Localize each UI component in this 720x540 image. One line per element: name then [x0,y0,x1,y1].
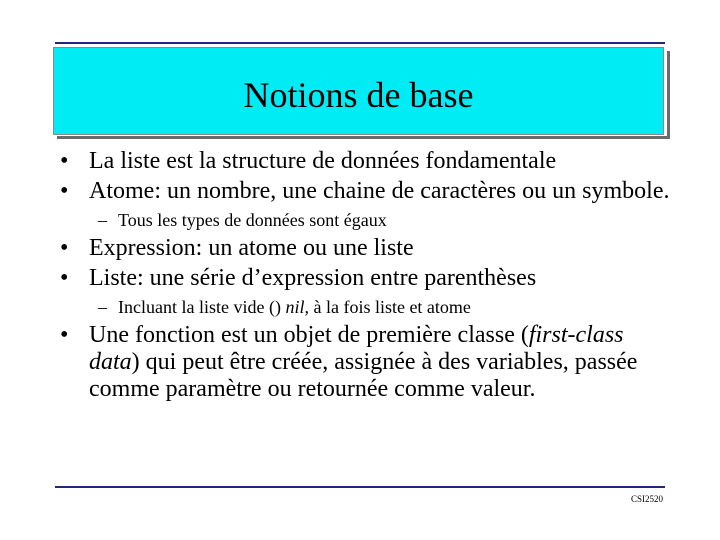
bullet-5-text-a: Une fonction est un objet de première classe ( [89,322,529,348]
footer-course-code: CSI2520 [630,494,663,504]
sub-bullet-glyph: – [98,210,107,230]
slide-title: Notions de base [243,75,474,115]
slide-body [60,145,670,403]
bullet-5-emphasis: first-class data [89,322,624,375]
bullet-4 [60,265,670,292]
sub-bullet-1-text: Tous les types de données sont égaux [118,210,387,230]
bullet-glyph: • [60,322,69,348]
title-shadow-bottom [57,136,670,139]
bullet-glyph: • [60,148,69,174]
sub-bullet-2-text-a: Incluant la liste vide () [118,297,286,317]
bullet-3-text: Expression: un atome ou une liste [89,235,414,261]
top-rule [55,42,665,44]
sub-bullet-1 [60,209,670,231]
bullet-2-text: Atome: un nombre, une chaine de caractères ou un symbole. [89,178,670,204]
bullet-1-text: La liste est la structure de données fondamentale [89,148,557,174]
bullet-3 [60,235,670,262]
bottom-rule [55,486,665,488]
bullet-4-text: Liste: une série d’expression entre parenthèses [89,265,537,291]
bullet-2 [60,178,670,205]
sub-bullet-2-text-b: à la fois liste et atome [308,297,471,317]
title-box [53,47,664,135]
bullet-1 [60,148,670,175]
bullet-5-text-b: ) qui peut être créée, assignée à des variables, passée comme paramètre ou retournée comme valeur. [89,349,638,402]
sub-bullet-2-nil: nil, [285,297,309,317]
bullet-glyph: • [60,235,69,261]
bullet-glyph: • [60,178,69,204]
sub-bullet-glyph: – [98,297,107,317]
bullet-5 [60,322,670,403]
bullet-glyph: • [60,265,69,291]
title-shadow-right [667,51,670,137]
sub-bullet-2 [60,296,670,318]
